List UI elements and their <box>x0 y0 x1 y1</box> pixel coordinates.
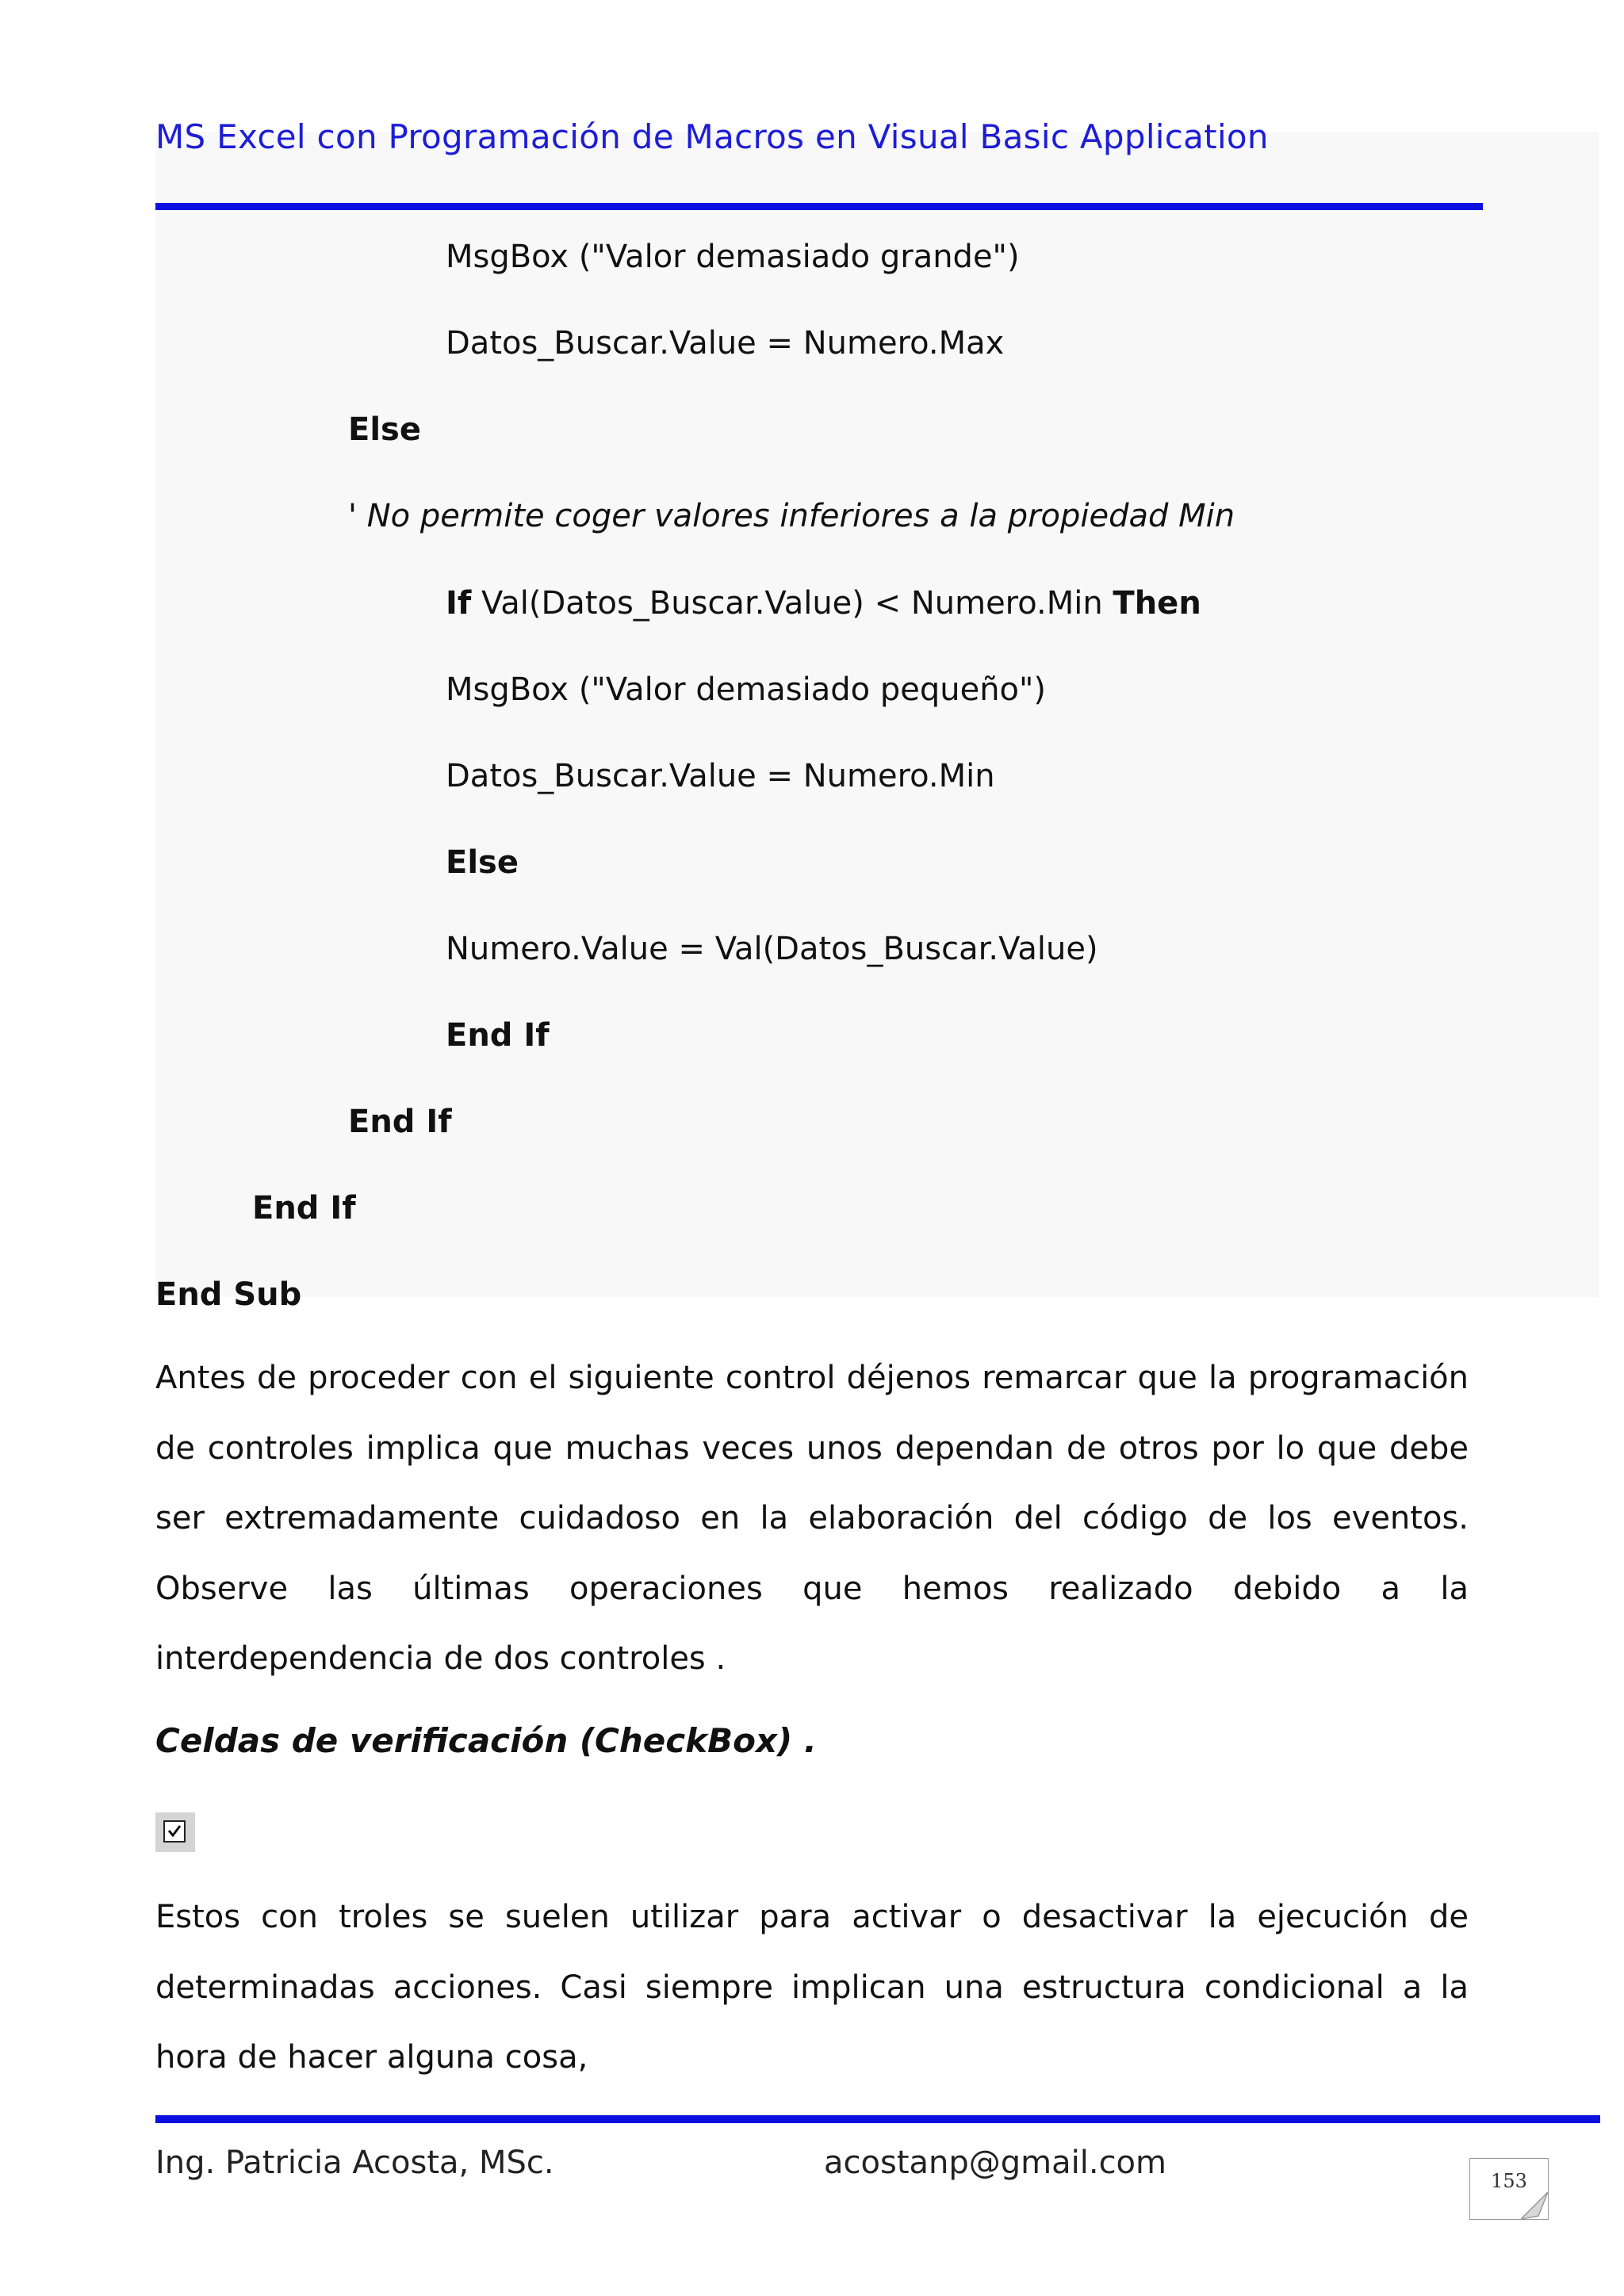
section-subheading: Celdas de verificación (CheckBox) . <box>155 1721 817 1760</box>
checkbox-control-illustration <box>155 1812 195 1852</box>
code-keyword-line <box>252 1186 356 1230</box>
page-number-box <box>1469 2158 1549 2220</box>
body-paragraph: Estos con troles se suelen utilizar para activar o desactivar la ejecución de determinadas acciones. Casi siempre implican una estructura condicional a la hora de hacer alguna cosa, <box>155 1899 1469 2076</box>
code-line: MsgBox ("Valor demasiado pequeño") <box>446 672 1047 708</box>
keyword-end-if: End If <box>446 1017 550 1054</box>
keyword-end-if: End If <box>252 1190 356 1226</box>
page-curl-icon <box>1521 2192 1548 2219</box>
code-keyword-line <box>348 408 421 452</box>
keyword-end-if: End If <box>348 1104 452 1140</box>
code-keyword-line <box>348 1100 452 1144</box>
code-expression: Val(Datos_Buscar.Value) < Numero.Min <box>471 585 1113 622</box>
code-keyword-line <box>155 1272 301 1317</box>
code-keyword-line <box>446 840 519 885</box>
keyword-if: If <box>446 585 472 622</box>
body-paragraph: Antes de proceder con el siguiente control déjenos remarcar que la programación de controles implica que muchas veces unos dependan de otros por lo que debe ser extremadamente cuidadoso en la elaboración del código de los eventos. Observe las últimas operaciones que hemos realizado debido a la interdependencia de dos controles . <box>155 1360 1469 1677</box>
page-header-title: MS Excel con Programación de Macros en Visual Basic Application <box>155 117 1269 156</box>
code-line: Numero.Value = Val(Datos_Buscar.Value) <box>446 931 1098 967</box>
code-line: MsgBox ("Valor demasiado grande") <box>446 239 1020 275</box>
page-number: 153 <box>1491 2170 1527 2192</box>
code-line: Datos_Buscar.Value = Numero.Min <box>446 758 995 794</box>
keyword-end-sub: End Sub <box>155 1276 302 1313</box>
keyword-then: Then <box>1113 585 1201 622</box>
checkbox-icon <box>163 1820 186 1843</box>
keyword-else: Else <box>446 844 519 881</box>
code-keyword-line <box>446 1013 550 1058</box>
code-comment-line: ' No permite coger valores inferiores a la propiedad Min <box>348 498 1235 534</box>
header-divider <box>155 203 1483 210</box>
code-line: Datos_Buscar.Value = Numero.Max <box>446 325 1005 362</box>
footer-author: Ing. Patricia Acosta, MSc. <box>155 2145 554 2181</box>
keyword-else: Else <box>348 411 421 448</box>
footer-email: acostanp@gmail.com <box>824 2145 1166 2181</box>
code-line <box>446 581 1201 626</box>
footer-divider <box>155 2115 1600 2123</box>
